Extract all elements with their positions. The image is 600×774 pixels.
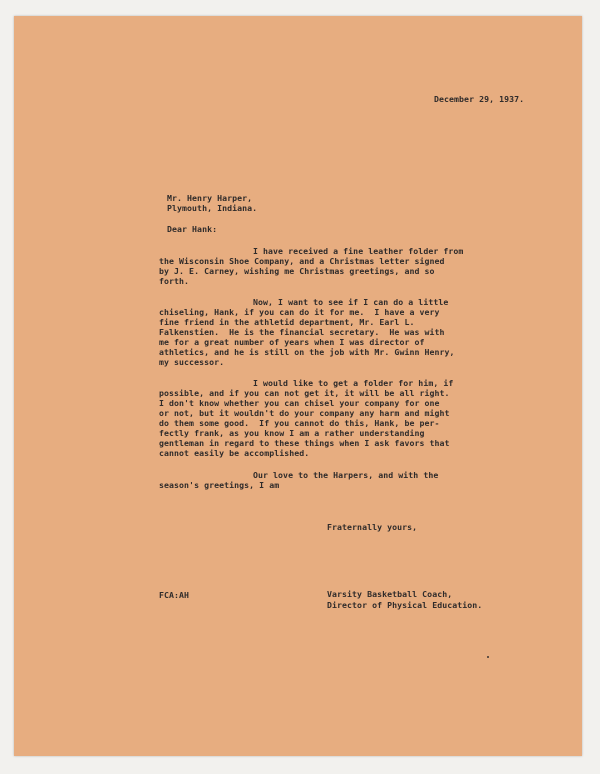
paragraph-1-line-2: the Wisconsin Shoe Company, and a Christmas letter signed bbox=[159, 256, 445, 266]
letter-sheet bbox=[14, 16, 582, 756]
paragraph-2-line-3: fine friend in the athletid department, Mr. Earl L. bbox=[159, 317, 415, 327]
paragraph-3-line-8: cannot easily be accomplished. bbox=[159, 448, 310, 458]
paragraph-3-line-3: I don't know whether you can chisel your company for one bbox=[159, 398, 440, 408]
paragraph-3-line-4: or not, but it wouldn't do your company any harm and might bbox=[159, 408, 450, 418]
paragraph-2-line-1: Now, I want to see if I can do a little bbox=[253, 297, 449, 307]
signature-title-2: Director of Physical Education. bbox=[327, 600, 483, 610]
paragraph-2-line-4: Falkenstien. He is the financial secretary. He was with bbox=[159, 327, 445, 337]
typed-letter bbox=[14, 16, 582, 756]
paragraph-1-line-3: by J. E. Carney, wishing me Christmas greetings, and so bbox=[159, 266, 435, 276]
closing: Fraternally yours, bbox=[327, 522, 418, 532]
paragraph-3-line-7: gentleman in regard to these things when I ask favors that bbox=[159, 438, 450, 448]
paragraph-1-line-1: I have received a fine leather folder from bbox=[253, 246, 464, 256]
salutation: Dear Hank: bbox=[167, 224, 218, 234]
paragraph-3-line-1: I would like to get a folder for him, if bbox=[253, 378, 454, 388]
letter-date: December 29, 1937. bbox=[434, 94, 525, 104]
paragraph-3-line-2: possible, and if you can not get it, it will be all right. bbox=[159, 388, 450, 398]
recipient-city: Plymouth, Indiana. bbox=[167, 203, 258, 213]
paragraph-4-line-2: season's greetings, I am bbox=[159, 480, 280, 490]
paragraph-2-line-5: me for a great number of years when I was director of bbox=[159, 337, 425, 347]
paragraph-3-line-5: do them some good. If you cannot do this, Hank, be per- bbox=[159, 418, 440, 428]
paragraph-2-line-7: my successor. bbox=[159, 357, 225, 367]
recipient-name: Mr. Henry Harper, bbox=[167, 193, 253, 203]
reference-initials: FCA:AH bbox=[159, 590, 190, 600]
ink-speck bbox=[487, 656, 489, 658]
paragraph-1-line-4: forth. bbox=[159, 276, 190, 286]
signature-title-1: Varsity Basketball Coach, bbox=[327, 589, 453, 599]
paragraph-3-line-6: fectly frank, as you know I am a rather understanding bbox=[159, 428, 425, 438]
paragraph-2-line-2: chiseling, Hank, if you can do it for me. I have a very bbox=[159, 307, 440, 317]
paragraph-2-line-6: athletics, and he is still on the job with Mr. Gwinn Henry, bbox=[159, 347, 455, 357]
paragraph-4-line-1: Our love to the Harpers, and with the bbox=[253, 470, 439, 480]
